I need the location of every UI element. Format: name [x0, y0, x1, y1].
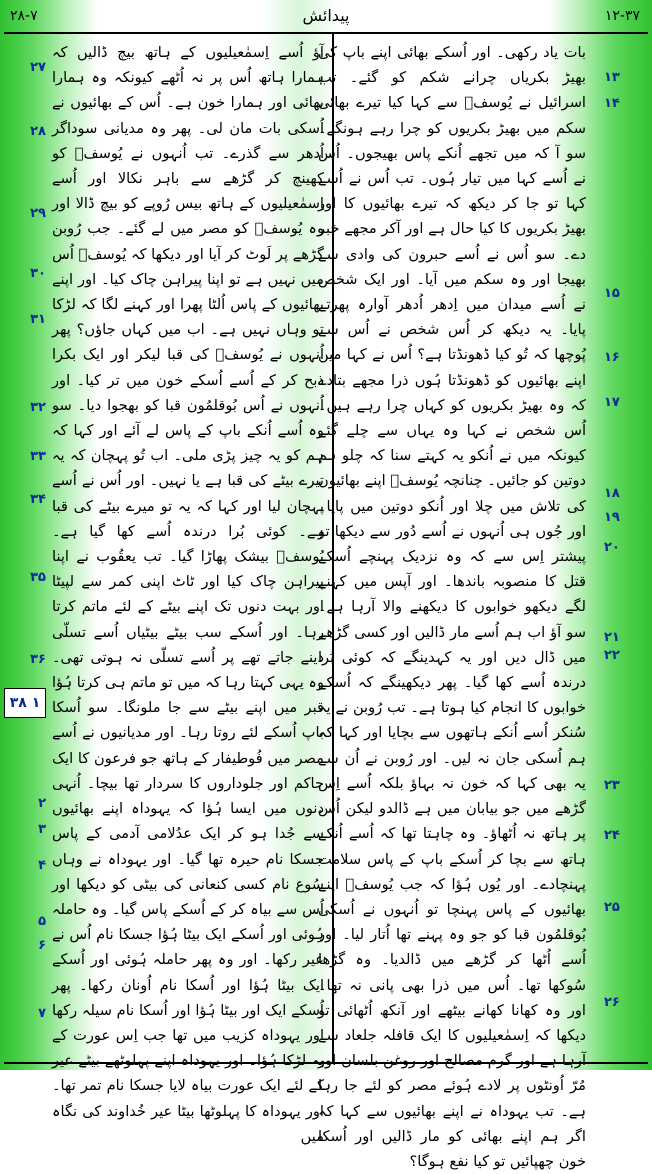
page-range-right: ۱۲-۳۷: [604, 8, 640, 24]
text-column-left: [52, 40, 324, 1145]
verse-number: ۵: [38, 914, 46, 929]
verse-number: ۲۷: [30, 60, 46, 75]
verse-number: ۶: [38, 938, 46, 953]
verse-number: ۳: [38, 822, 46, 837]
book-title: پیدائش: [302, 6, 350, 25]
verse-number: ۴: [38, 858, 46, 873]
verse-number: ۲۰: [604, 540, 620, 555]
verse-number: ۳۴: [30, 492, 46, 507]
page-header: [0, 4, 652, 30]
verse-number: ۳۰: [30, 266, 46, 281]
verse-number: ۲: [38, 796, 46, 811]
verse-number: ۱۸: [604, 486, 620, 501]
verse-number: ۲۳: [604, 778, 620, 793]
header-rule: [4, 32, 648, 34]
verse-number: ۲۹: [30, 206, 46, 221]
verse-number: ۱۵: [604, 286, 620, 301]
left-column-text: آؤ اُسے اِسمٰعیلیوں کے ہاتھ بیچ ڈالیں کہ ہمارا ہاتھ اُس پر نہ اُٹھے کیونکہ وہ ہمارا بھائی اور ہمارا خون ہے۔ اُس کے بھائیوں نے اُسکی بات مان لی۔ پھر وہ مدیانی سوداگر اُدھر سے گذرے۔ تب اُنہوں نے یُوسفؔ کو کھینچ کر گڑھے سے باہر نکالا اور اُسے اِسمٰعیلیوں کے ہاتھ بیس رُوپے کو بیچ ڈالا اور وہ یُوسفؔ کو مصر میں لے گئے۔ جب رُوبن گڑھے پر لَوٹ کر آیا اور دیکھا کہ یُوسفؔ اُس میں نہیں ہے تو اپنا پیراہن چاک کیا۔ اور اپنے بھائیوں کے پاس اُلٹا پھرا اور کہنے لگا کہ لڑکا تو وہاں نہیں ہے۔ اب میں کہاں جاؤں؟ پھر اُنہوں نے یُوسفؔ کی قبا لیکر اور ایک بکرا ذبح کر کے اُسے اُسکے خون میں تر کیا۔ اور اُنہوں نے اُس بُوقلمُون قبا کو بھجوا دیا۔ سو وہ اُسے اُنکے باپ کے پاس لے آئے اور کہا کہ ہم کو یہ چیز پڑی ملی۔ اب تُو پہچان کہ یہ تیرے بیٹے کی قبا ہے یا نہیں۔ اور اُس نے اُسے پہچان لیا اور کہا کہ یہ تو میرے بیٹے کی قبا ہے۔ کوئی بُرا درندہ اُسے کھا گیا ہے۔ یُوسفؔ بیشک پھاڑا گیا۔ تب یعقُوب نے اپنا پیراہن چاک کیا اور ٹاٹ اپنی کمر سے لپیٹا اور بہت دنوں تک اپنے بیٹے کے لئے ماتم کرتا رہا۔ اور اُسکے سب بیٹے بیٹیاں اُسے تسلّی دینے جاتے تھے پر اُسے تسلّی نہ ہوتی تھی۔ وہ یہی کہتا رہا کہ میں تو ماتم ہی کرتا ہُؤا قبر میں اپنے بیٹے سے جا ملونگا۔ سو اُسکا باپ اُسکے لئے روتا رہا۔ اور مدیانیوں نے اُسے مصر میں فُوطیفار کے ہاتھ جو فرعون کا ایک حاکم اور جلوداروں کا سردار تھا بیچا۔ اُنہی دنوں میں ایسا ہُؤا کہ یہوداہ اپنے بھائیوں سے جُدا ہو کر ایک عدُلامی آدمی کے پاس جسکا نام حیرہ تھا گیا۔ اور یہوداہ نے وہاں سُوع نام کسی کنعانی کی بیٹی کو دیکھا اور اُس سے بیاہ کر کے اُسکے پاس گیا۔ وہ حاملہ ہُوئی اور اُسکے ایک بیٹا ہُؤا جسکا نام اُس نے عیر رکھا۔ اور وہ پھر حاملہ ہُوئی اور اُسکے ایک بیٹا ہُؤا اور اُسکا نام اُونان رکھا۔ پھر اُسکے ایک اور بیٹا ہُؤا اور اُسکا نام سیلہ رکھا اور یہوداہ کزیب میں تھا جب اِس عورت کے یہ لڑکا ہُؤا۔ اور یہوداہ اپنے پہلوٹھے بیٹے عیر کے لئے ایک عورت بیاہ لایا جسکا نام تمر تھا۔ اور یہوداہ کا پہلوٹھا بیٹا عیر خُداوند کی نگاہ میں: [52, 44, 324, 1145]
right-column-text: بات یاد رکھی۔ اور اُسکے بھائی اپنے باپ کی بھیڑ بکریاں چرانے شکم کو گئے۔ تب اسرائیل نے یُوسفؔ سے کہا کیا تیرے بھائی سکم میں بھیڑ بکریوں کو چرا رہے ہونگے۔ سو آ کہ میں تجھے اُنکے پاس بھیجوں۔ اُس نے اُسے کہا میں تیار ہُوں۔ تب اُس نے اُسے کہا تو جا کر دیکھ کہ تیرے بھائیوں کا اور بھیڑ بکریوں کا کیا حال ہے اور آکر مجھے خبر دے۔ سو اُس نے اُسے حبرون کی وادی سے بھیجا اور وہ سکم میں آیا۔ اور ایک شخص نے اُسے میدان میں اِدھر اُدھر آوارہ پھرتے پایا۔ یہ دیکھ کر اُس شخص نے اُس سے پُوچھا کہ تُو کیا ڈھونڈتا ہے؟ اُس نے کہا میں اپنے بھائیوں کو ڈھونڈتا ہُوں ذرا مجھے بتادے کہ وہ بھیڑ بکریوں کو کہاں چرا رہے ہیں۔ اُس شخص نے کہا وہ یہاں سے چلے گئے کیونکہ میں نے اُنکو یہ کہتے سنا کہ چلو ہم دوتین کو جائیں۔ چنانچہ یُوسفؔ اپنے بھائیوں کی تلاش میں چلا اور اُنکو دوتین میں پایا۔ اور جُوں ہی اُنہوں نے اُسے دُور سے دیکھا تو پیشتر اِس سے کہ وہ نزدیک پہنچے اُسکے قتل کا منصوبہ باندھا۔ اور آپس میں کہنے لگے دیکھو خوابوں کا دیکھنے والا آرہا ہے۔ سو آؤ اب ہم اُسے مار ڈالیں اور کسی گڑھے میں ڈال دیں اور یہ کہدینگے کہ کوئی بُرا درندہ اُسے کھا گیا۔ پھر دیکھینگے کہ اُسکے خوابوں کا انجام کیا ہوتا ہے۔ تب رُوبن نے یہ سُنکر اُسے اُنکے ہاتھوں سے بچایا اور کہا کہ ہم اُسکی جان نہ لیں۔ اور رُوبن نے اُن سے یہ بھی کہا کہ خون نہ بہاؤ بلکہ اُسے اِس گڑھے میں جو بیابان میں ہے ڈالدو لیکن اُس پر ہاتھ نہ اُٹھاؤ۔ وہ چاہتا تھا کہ اُسے اُنکے ہاتھ سے بچا کر اُسکے باپ کے پاس سلامت پہنچادے۔ اور یُوں ہُؤا کہ جب یُوسفؔ اپنے بھائیوں کے پاس پہنچا تو اُنہوں نے اُسکی بُوقلمُون قبا کو جو وہ پہنے تھا اُتار لیا۔ اور اُسے اُٹھا کر گڑھے میں ڈالدیا۔ وہ گڑھا سُوکھا تھا۔ اُس میں ذرا بھی پانی نہ تھا۔ اور وہ کھانا کھانے بیٹھے اور آنکھ اُٹھائی تو دیکھا کہ اِسمٰعیلیوں کا ایک قافلہ جلعاد سے آرہا ہے اور گرم مصالح اور روغن بلسان اور مُرّ اُونٹوں پر لادے ہُوئے مصر کو لئے جا رہا ہے۔ تب یہوداہ نے اپنے بھائیوں سے کہا کہ اگر ہم اپنے بھائی کو مار ڈالیں اور اُسکا خون چھپائیں تو کیا نفع ہوگا؟: [318, 44, 586, 1170]
verse-number: ۱۴: [604, 96, 620, 111]
verse-number: ۲۲: [604, 648, 620, 663]
verse-number: ۲۶: [604, 995, 620, 1010]
verse-number: ۲۵: [604, 900, 620, 915]
verse-number: ۱۶: [604, 350, 620, 365]
verse-number: ۲۸: [30, 124, 46, 139]
text-column-right: [318, 40, 586, 1170]
verse-number: ۳۲: [30, 400, 46, 415]
chapter-number: ۳۸ ۱: [4, 688, 46, 718]
verse-number: ۲۱: [604, 630, 620, 645]
verse-number: ۳۱: [30, 312, 46, 327]
verse-number: ۱۳: [604, 70, 620, 85]
verse-number: ۷: [38, 1006, 46, 1021]
verse-numbers-left: [6, 40, 46, 1058]
verse-number: ۳۳: [30, 449, 46, 464]
verse-number: ۱۹: [604, 510, 620, 525]
verse-number: ۲۴: [604, 828, 620, 843]
verse-numbers-right: [604, 40, 644, 1058]
verse-number: ۳۶: [30, 652, 46, 667]
verse-number: ۳۵: [30, 570, 46, 585]
verse-number: ۱۷: [604, 395, 620, 410]
page-range-left: ۲۸-۷: [10, 8, 38, 24]
